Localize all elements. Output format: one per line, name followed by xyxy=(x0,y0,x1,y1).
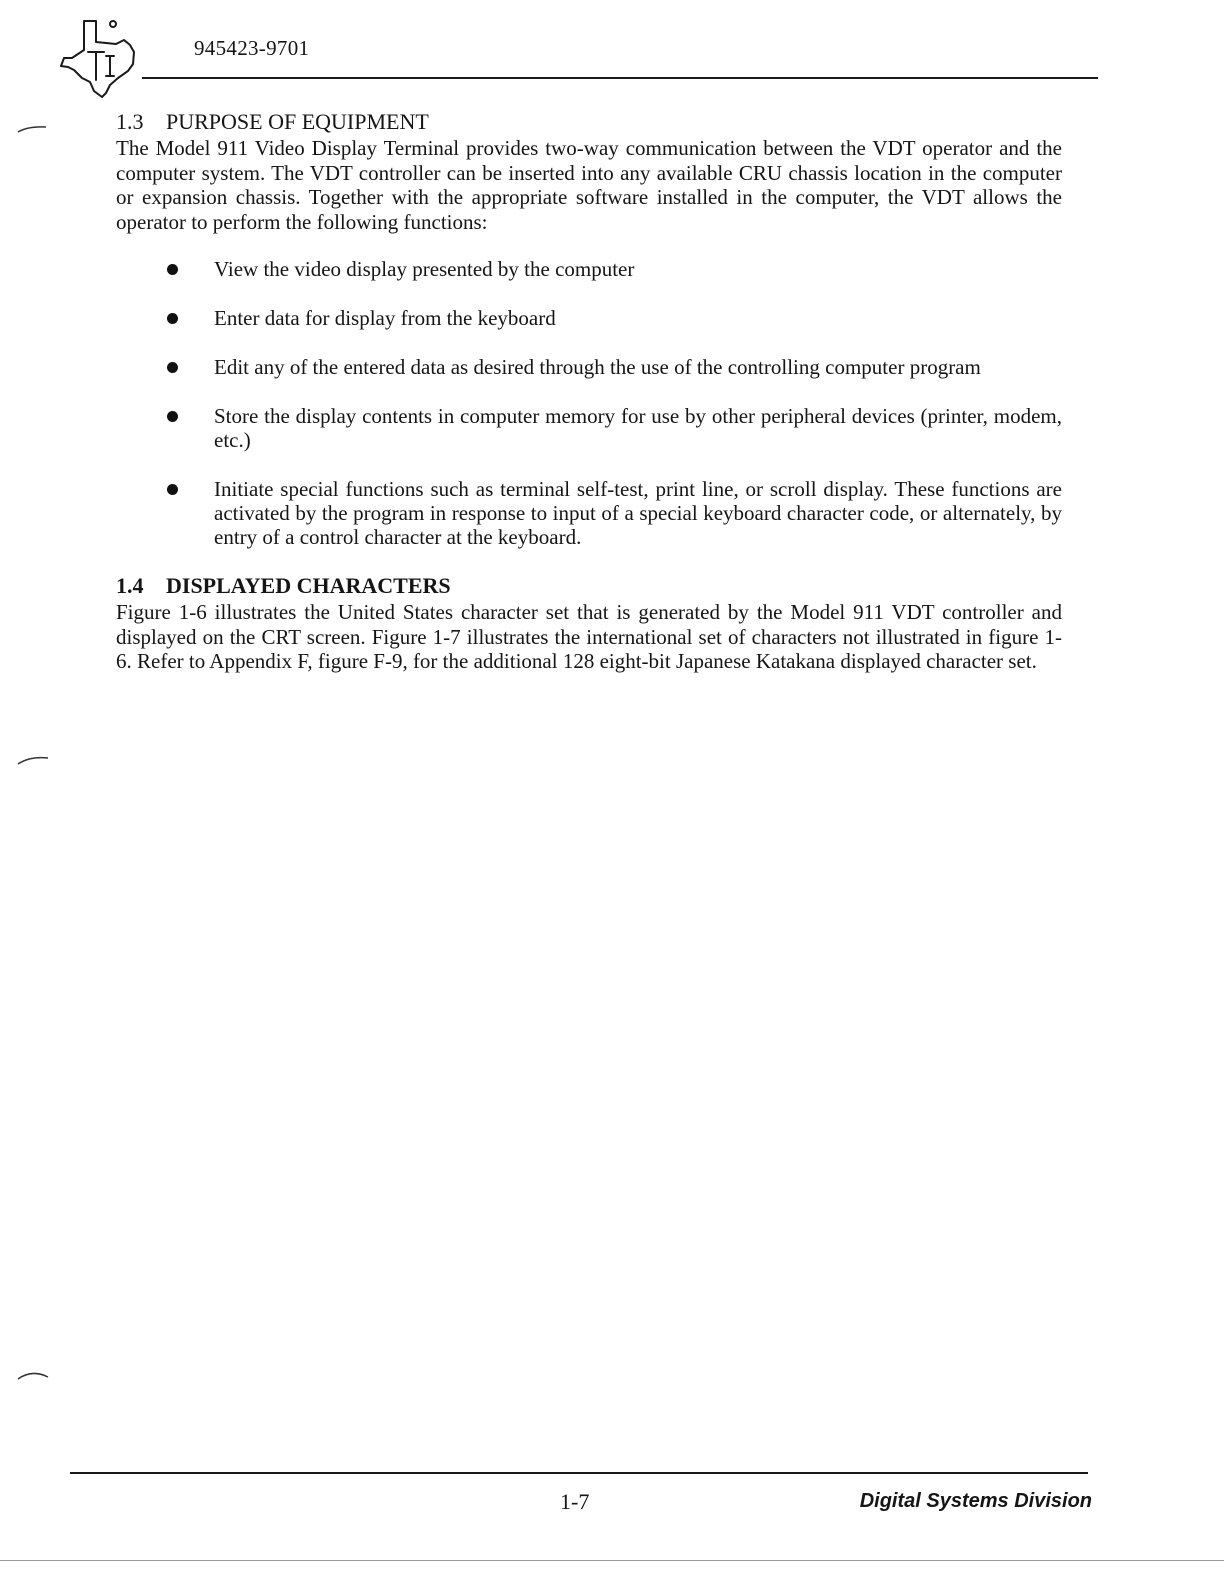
page-number: 1-7 xyxy=(560,1489,590,1514)
bullet-icon xyxy=(167,313,178,324)
purpose-paragraph: The Model 911 Video Display Terminal provides two-way communication between the VDT operator and the computer system. The VDT controller can be inserted into any available CRU chassis location in the computer or expansion chassis. Together with the appropriate software installed in the computer, the VDT allows the operator to perform the following functions: xyxy=(116,136,1062,234)
list-item xyxy=(116,477,1062,549)
bullet-icon xyxy=(167,264,178,275)
section-title: DISPLAYED CHARACTERS xyxy=(166,573,451,598)
list-item-text: Initiate special functions such as terminal self-test, print line, or scroll display. These functions are activated by the program in response to input of a special keyboard character code, or alternately, by entry of a control character at the keyboard. xyxy=(214,477,1062,549)
division-name: Digital Systems Division xyxy=(859,1490,1092,1512)
bullet-icon xyxy=(167,484,178,495)
list-item-text: Edit any of the entered data as desired through the use of the controlling computer program xyxy=(214,355,981,379)
header-rule xyxy=(142,77,1098,79)
bullet-icon xyxy=(167,362,178,373)
document-number: 945423-9701 xyxy=(194,36,310,60)
footer-rule xyxy=(70,1472,1088,1474)
list-item-text: View the video display presented by the computer xyxy=(214,257,635,281)
list-item xyxy=(116,404,1062,452)
section-number: 1.4 xyxy=(116,573,144,598)
list-item xyxy=(116,257,1062,281)
main-content xyxy=(116,108,1062,674)
margin-mark xyxy=(16,122,50,136)
section-number: 1.3 xyxy=(116,109,144,134)
section-heading-purpose xyxy=(116,108,1062,136)
list-item xyxy=(116,306,1062,330)
scan-edge-rule xyxy=(0,1560,1224,1561)
margin-mark xyxy=(16,1367,50,1381)
texas-instruments-logo-icon xyxy=(58,18,142,98)
bullet-icon xyxy=(167,411,178,422)
list-item-text: Enter data for display from the keyboard xyxy=(214,306,556,330)
section-title: PURPOSE OF EQUIPMENT xyxy=(166,109,429,134)
margin-mark xyxy=(16,752,50,766)
list-item-text: Store the display contents in computer memory for use by other peripheral devices (printer, modem, etc.) xyxy=(214,404,1062,452)
list-item xyxy=(116,355,1062,379)
displayed-characters-paragraph: Figure 1-6 illustrates the United States character set that is generated by the Model 911 VDT controller and displayed on the CRT screen. Figure 1-7 illustrates the international set of characters not illustrated in figure 1-6. Refer to Appendix F, figure F-9, for the additional 128 eight-bit Japanese Katakana displayed character set. xyxy=(116,600,1062,673)
section-heading-displayed-characters xyxy=(116,572,1062,600)
functions-list xyxy=(116,257,1062,549)
